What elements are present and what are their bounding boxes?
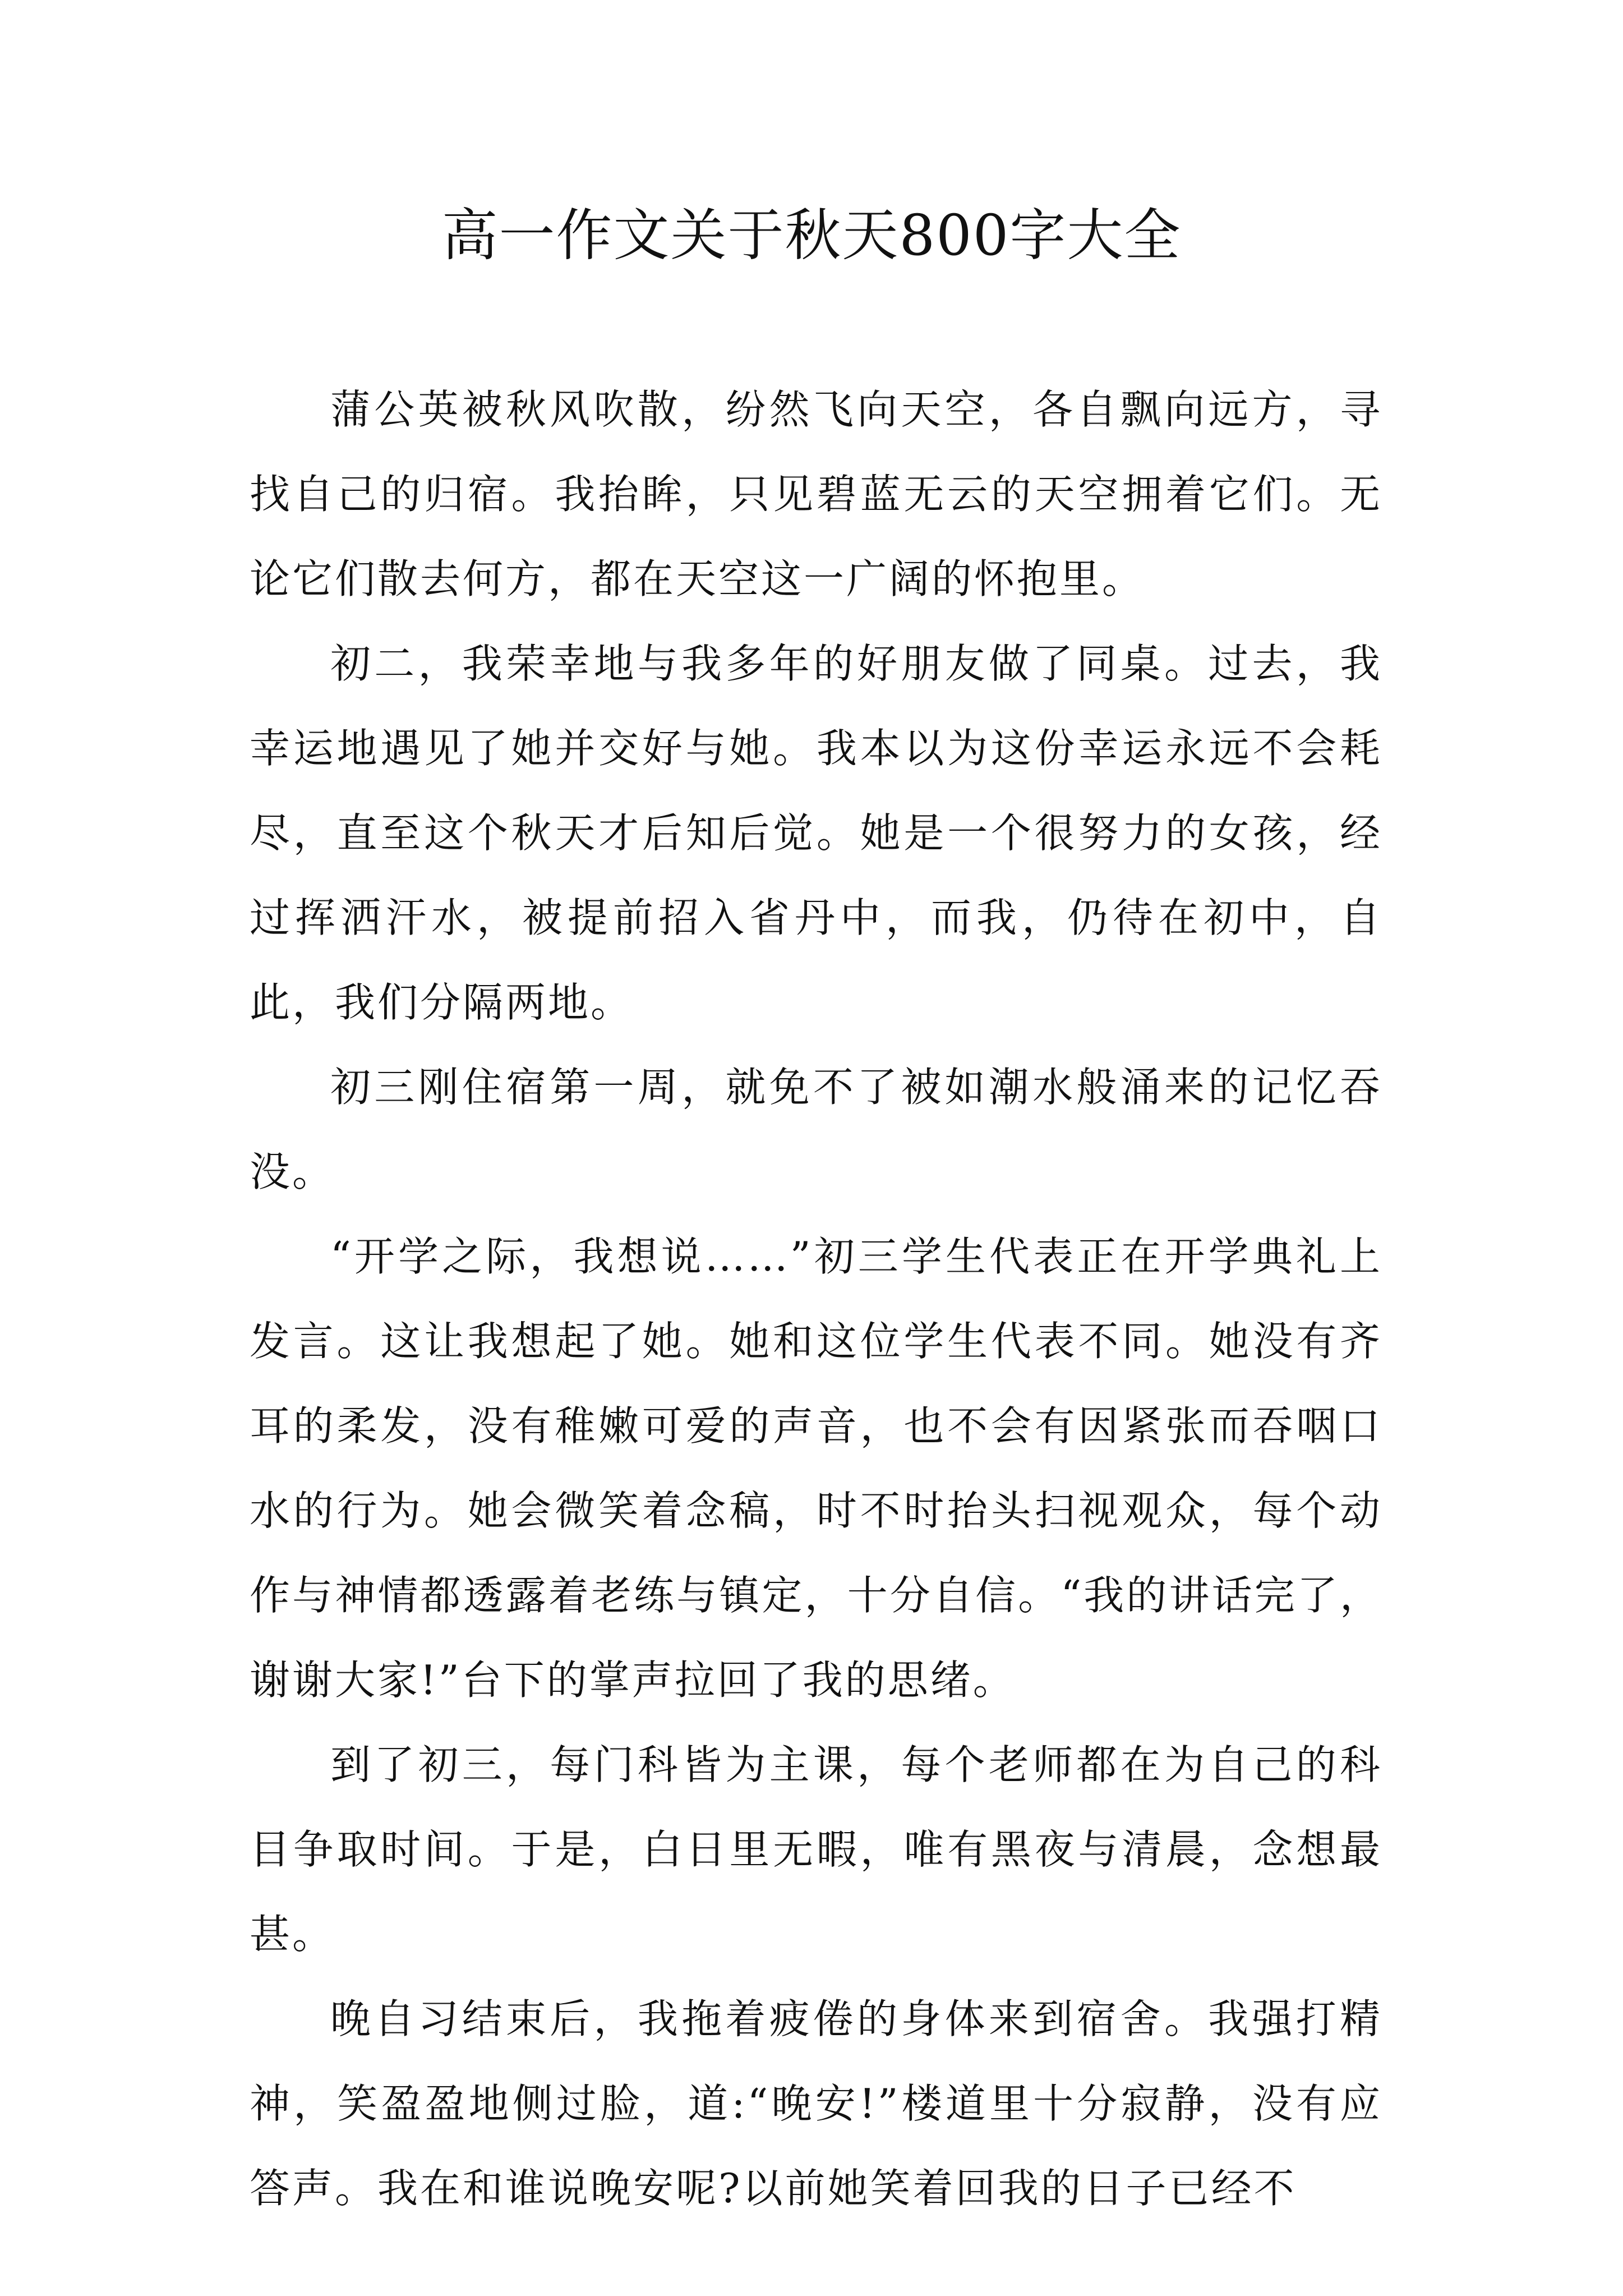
paragraph-6: 晚自习结束后，我拖着疲倦的身体来到宿舍。我强打精神，笑盈盈地侧过脸，道:“晚安!”楼道里十分寂静，没有应答声。我在和谁说晚安呢?以前她笑着回我的日子已经不 <box>250 1995 1382 2212</box>
document-body <box>250 367 1382 2231</box>
document-title: 高一作文关于秋天800字大全 <box>441 203 1182 268</box>
paragraph-1: 蒲公英被秋风吹散，纷然飞向天空，各自飘向远方，寻找自己的归宿。我抬眸，只见碧蓝无云的天空拥着它们。无论它们散去何方，都在天空这一广阔的怀抱里。 <box>250 386 1382 602</box>
paragraph-5: 到了初三，每门科皆为主课，每个老师都在为自己的科目争取时间。于是，白日里无暇，唯有黑夜与清晨，念想最甚。 <box>250 1741 1382 1958</box>
paragraph-2: 初二，我荣幸地与我多年的好朋友做了同桌。过去，我幸运地遇见了她并交好与她。我本以为这份幸运永远不会耗尽，直至这个秋天才后知后觉。她是一个很努力的女孩，经过挥洒汗水，被提前招入省丹中，而我，仍待在初中，自此，我们分隔两地。 <box>250 640 1382 1026</box>
paragraph-4: “开学之际，我想说……”初三学生代表正在开学典礼上发言。这让我想起了她。她和这位学生代表不同。她没有齐耳的柔发，没有稚嫩可爱的声音，也不会有因紧张而吞咽口水的行为。她会微笑着念稿，时不时抬头扫视观众，每个动作与神情都透露着老练与镇定，十分自信。“我的讲话完了，谢谢大家!”台下的掌声拉回了我的思绪。 <box>250 1233 1382 1704</box>
paragraph-3: 初三刚住宿第一周，就免不了被如潮水般涌来的记忆吞没。 <box>250 1064 1382 1195</box>
